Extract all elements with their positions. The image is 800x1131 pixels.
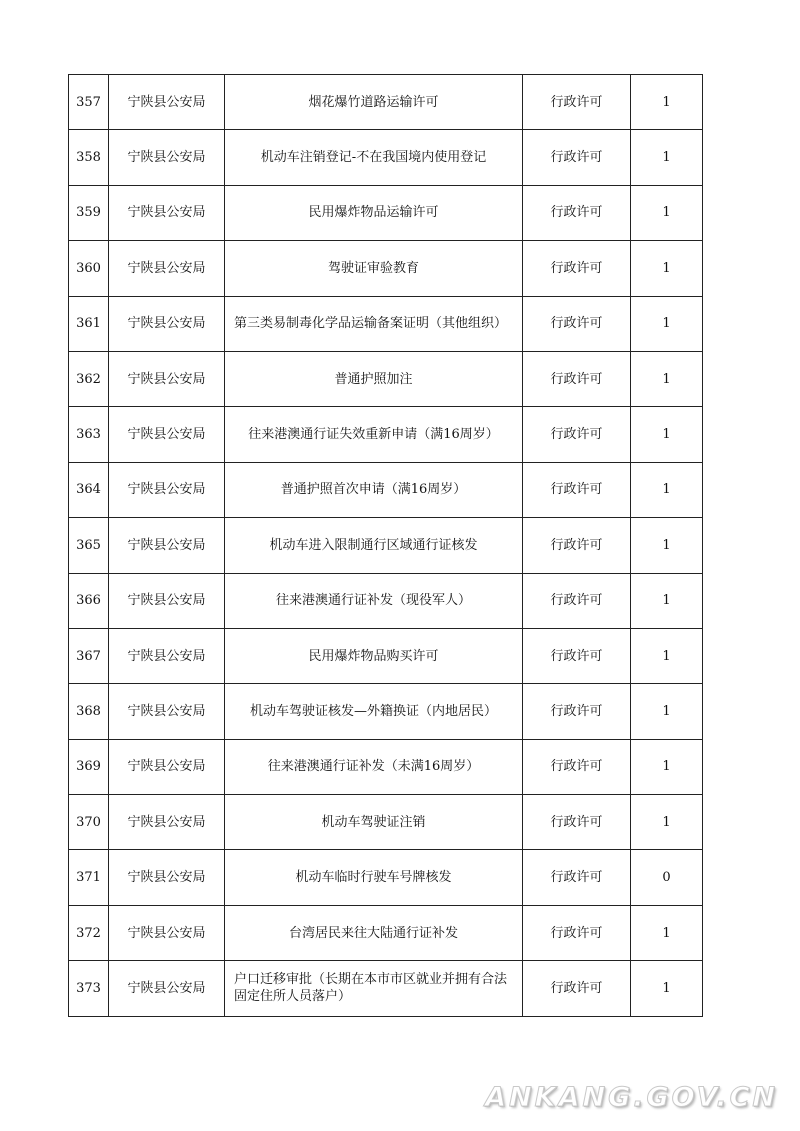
count-cell: 1	[631, 961, 703, 1016]
item-type-cell: 行政许可	[523, 628, 631, 683]
item-type-cell: 行政许可	[523, 850, 631, 905]
item-name-cell: 民用爆炸物品购买许可	[225, 628, 523, 683]
department-cell: 宁陕县公安局	[109, 518, 225, 573]
table-row	[69, 130, 703, 185]
row-number: 359	[69, 185, 109, 240]
item-name-cell: 机动车进入限制通行区域通行证核发	[225, 518, 523, 573]
count-cell: 0	[631, 850, 703, 905]
item-name-cell: 普通护照加注	[225, 351, 523, 406]
row-number: 357	[69, 75, 109, 130]
count-cell: 1	[631, 573, 703, 628]
item-type-cell: 行政许可	[523, 407, 631, 462]
item-type-cell: 行政许可	[523, 351, 631, 406]
item-name-cell: 烟花爆竹道路运输许可	[225, 75, 523, 130]
site-watermark: ANKANG.GOV.CN	[485, 1082, 778, 1113]
table-row	[69, 75, 703, 130]
department-cell: 宁陕县公安局	[109, 75, 225, 130]
item-type-cell: 行政许可	[523, 739, 631, 794]
item-name-cell: 往来港澳通行证补发（现役军人）	[225, 573, 523, 628]
department-cell: 宁陕县公安局	[109, 130, 225, 185]
department-cell: 宁陕县公安局	[109, 407, 225, 462]
count-cell: 1	[631, 130, 703, 185]
item-name-cell: 机动车驾驶证注销	[225, 795, 523, 850]
row-number: 368	[69, 684, 109, 739]
item-type-cell: 行政许可	[523, 185, 631, 240]
item-type-cell: 行政许可	[523, 518, 631, 573]
table-row	[69, 518, 703, 573]
item-type-cell: 行政许可	[523, 241, 631, 296]
row-number: 358	[69, 130, 109, 185]
item-type-cell: 行政许可	[523, 75, 631, 130]
row-number: 362	[69, 351, 109, 406]
table-row	[69, 850, 703, 905]
item-name-cell: 往来港澳通行证补发（未满16周岁）	[225, 739, 523, 794]
count-cell: 1	[631, 628, 703, 683]
item-type-cell: 行政许可	[523, 296, 631, 351]
row-number: 371	[69, 850, 109, 905]
item-name-cell: 普通护照首次申请（满16周岁）	[225, 462, 523, 517]
item-name-cell: 往来港澳通行证失效重新申请（满16周岁）	[225, 407, 523, 462]
item-type-cell: 行政许可	[523, 795, 631, 850]
item-name-cell: 机动车临时行驶车号牌核发	[225, 850, 523, 905]
department-cell: 宁陕县公安局	[109, 628, 225, 683]
department-cell: 宁陕县公安局	[109, 961, 225, 1016]
item-type-cell: 行政许可	[523, 462, 631, 517]
department-cell: 宁陕县公安局	[109, 850, 225, 905]
count-cell: 1	[631, 185, 703, 240]
row-number: 364	[69, 462, 109, 517]
row-number: 370	[69, 795, 109, 850]
row-number: 373	[69, 961, 109, 1016]
table-row	[69, 905, 703, 960]
count-cell: 1	[631, 407, 703, 462]
item-type-cell: 行政许可	[523, 130, 631, 185]
count-cell: 1	[631, 518, 703, 573]
row-number: 369	[69, 739, 109, 794]
department-cell: 宁陕县公安局	[109, 684, 225, 739]
table-row	[69, 739, 703, 794]
table-row	[69, 351, 703, 406]
department-cell: 宁陕县公安局	[109, 739, 225, 794]
row-number: 366	[69, 573, 109, 628]
item-name-cell: 民用爆炸物品运输许可	[225, 185, 523, 240]
row-number: 360	[69, 241, 109, 296]
department-cell: 宁陕县公安局	[109, 241, 225, 296]
data-table	[68, 74, 703, 1017]
table-row	[69, 296, 703, 351]
item-type-cell: 行政许可	[523, 905, 631, 960]
count-cell: 1	[631, 684, 703, 739]
item-name-cell: 机动车驾驶证核发—外籍换证（内地居民）	[225, 684, 523, 739]
row-number: 363	[69, 407, 109, 462]
table-row	[69, 628, 703, 683]
row-number: 361	[69, 296, 109, 351]
item-name-cell: 驾驶证审验教育	[225, 241, 523, 296]
table-row	[69, 407, 703, 462]
item-type-cell: 行政许可	[523, 961, 631, 1016]
row-number: 372	[69, 905, 109, 960]
department-cell: 宁陕县公安局	[109, 795, 225, 850]
table-row	[69, 961, 703, 1016]
table-row	[69, 573, 703, 628]
table-row	[69, 462, 703, 517]
table-row	[69, 241, 703, 296]
count-cell: 1	[631, 75, 703, 130]
row-number: 367	[69, 628, 109, 683]
table-row	[69, 795, 703, 850]
count-cell: 1	[631, 795, 703, 850]
department-cell: 宁陕县公安局	[109, 351, 225, 406]
department-cell: 宁陕县公安局	[109, 296, 225, 351]
department-cell: 宁陕县公安局	[109, 905, 225, 960]
item-name-cell: 台湾居民来往大陆通行证补发	[225, 905, 523, 960]
count-cell: 1	[631, 462, 703, 517]
department-cell: 宁陕县公安局	[109, 573, 225, 628]
item-name-cell: 机动车注销登记-不在我国境内使用登记	[225, 130, 523, 185]
department-cell: 宁陕县公安局	[109, 185, 225, 240]
count-cell: 1	[631, 739, 703, 794]
item-type-cell: 行政许可	[523, 573, 631, 628]
count-cell: 1	[631, 241, 703, 296]
count-cell: 1	[631, 296, 703, 351]
item-name-cell: 第三类易制毒化学品运输备案证明（其他组织）	[225, 296, 523, 351]
department-cell: 宁陕县公安局	[109, 462, 225, 517]
table-row	[69, 684, 703, 739]
item-name-cell: 户口迁移审批（长期在本市市区就业并拥有合法固定住所人员落户）	[225, 961, 523, 1016]
item-type-cell: 行政许可	[523, 684, 631, 739]
table-row	[69, 185, 703, 240]
count-cell: 1	[631, 905, 703, 960]
row-number: 365	[69, 518, 109, 573]
count-cell: 1	[631, 351, 703, 406]
